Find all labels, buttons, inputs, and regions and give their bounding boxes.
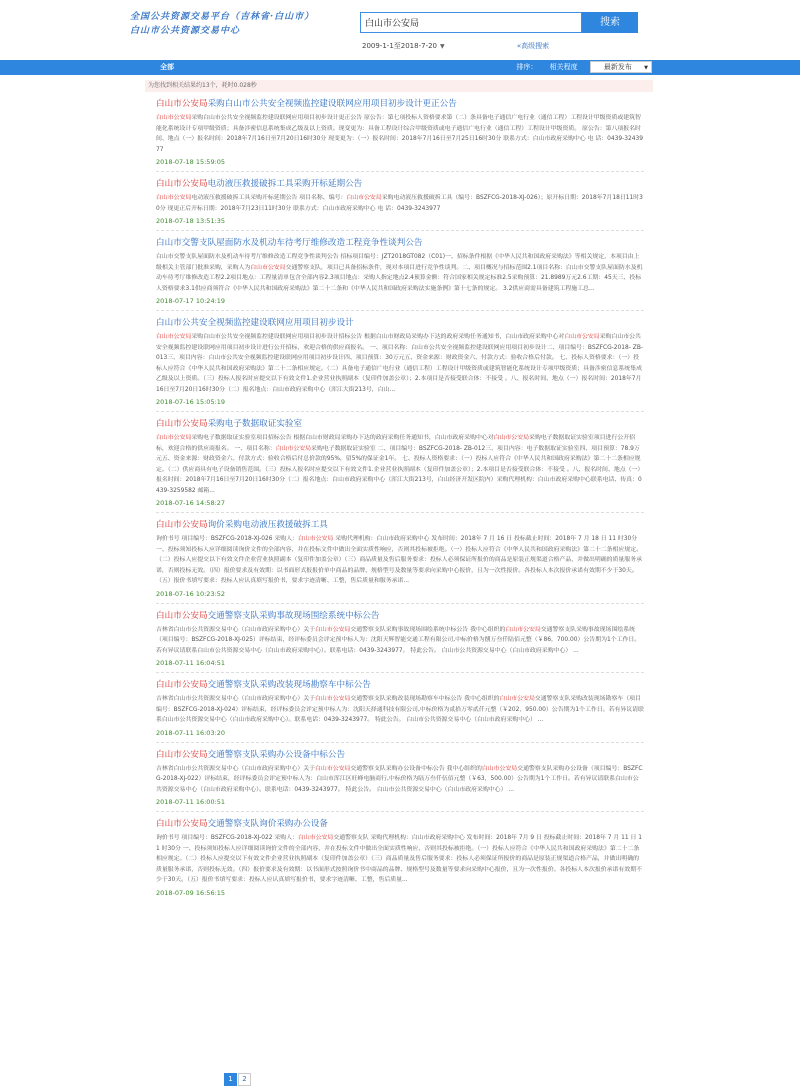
divider	[156, 603, 644, 604]
tab-all[interactable]: 全部	[160, 63, 174, 71]
logo-line-2: 白山市公共资源交易中心	[130, 26, 241, 36]
keyword-highlight: 白山市公安局	[156, 334, 192, 340]
result-snippet: 白山市公安局电动液压救援破拆工具采购开标延期公告 项目名称、编号：白山市公安局采购电动液压救援破拆工具（编号：BSZFCG-2018-XJ-026）；原开标日期：2018年7月18日11时30分 现更正后开标日期：2018年7月23日11时30分 联系方式：白山市政府采购中心 电 话：0439-3243977	[156, 195, 643, 212]
result-item	[156, 817, 644, 898]
keyword-highlight: 白山市公安局	[156, 520, 208, 530]
keyword-highlight: 白山市公安局	[275, 445, 312, 452]
keyword-highlight: 白山市公安局	[156, 680, 208, 690]
title-text: 白山市公安局交通警察支队询价采购办公设备	[156, 819, 328, 829]
divider	[156, 512, 644, 513]
result-date: 2018-07-09 16:56:15	[156, 888, 226, 897]
title-text: 白山市公共安全视频监控建设联网应用项目初步设计	[156, 318, 354, 328]
result-snippet: 白山市公安局采购电子数据取证实验室项目招标公告 根据白山市财政局采购办下达的政府采购任务通知书，白山市政府采购中心对白山市公安局采购电子数据取证实验室项目进行公开招标，欢迎合格的供应商报名。 一、项目名称：白山市公安局采购电子数据取证实验室 二、项目编号：BSZFCG-2018- ZB-012三、项目内容：电子数据取证实验室四、项目预算：78.9万元五、资金来源：财政资金六、付款方式：验收合格后付总价款的95%，留5%的保证金1年。 七、投标人资格要求：（一）投标人应符合《中华人民共和国政府采购法》第二十二条相应规定。（二）供应商具有电子设备销售范围。（三）投标人报名时应提交以下有效文件1.企业营业执照副本（复印件加盖公章）；2.本项目是否接受联合体：不接受 。八、报名时间、地点（一）报名时间：2018年7月16日至7月20日16时30分（二）报名地点：白山市政府采购中心（浑江大街213号，白山经济开发区院内）采购代理机构：白山市政府采购中心联系电话、传真：0439-3259582 邮箱...	[156, 435, 644, 494]
sort-relevance[interactable]: 相关程度	[549, 63, 578, 71]
date-range-select[interactable]	[362, 42, 445, 50]
keyword-highlight: 白山市公安局	[156, 419, 208, 429]
title-text: 采购电子数据取证实验室	[207, 419, 303, 429]
title-text: 询价采购电动液压救援破拆工具	[207, 520, 328, 530]
keyword-highlight: 白山市公安局	[156, 610, 208, 621]
result-title-link[interactable]	[156, 236, 644, 250]
keyword-highlight: 白山市公安局	[315, 765, 351, 772]
header	[0, 0, 800, 60]
result-date: 2018-07-18 13:51:35	[156, 217, 226, 225]
result-snippet: 询价书号 项目编号：BSZFCG-2018-XJ-026 采购人：白山市公安局 采购代理机构：白山市政府采购中心 发布时间：2018年 7 月 16 日 投标截止时间：2018年 7 月 18 日 11 时30分 一、投标须知投标人应详细阅读询价文件的全部内容，并在投标文件中做出全面实质性响应，否则其投标被拒绝。（一）投标人应符合《中华人民共和国政府采购法》第二十二条相应规定。（二）投标人应提交以下有效文件企业营业执照副本（复印件加盖公章）（三）商品质量及售后服务要求：投标人必须保证所报价的商品是原装正规渠道合格产品，并做出明确的质量服务承诺，否则投标无效。（四）报价要求及有效期：以书面形式报报价单中商品的品牌、规格型号及数量等要求向采购中心报价，且为一次性报价。各投标人本次报价承诺有效期不少于30天。（五）报价书填写要求：投标人应认真填写报价书，要求字迹清晰、工整，售后质量和服务承诺...	[156, 536, 642, 584]
result-count: 为您找到相关结果约13个，耗时0.028秒	[145, 80, 653, 92]
result-snippet: 白山市交警支队屋面防水及机动车待考厅维修改造工程竞争性谈判公告 招标项目编号：JZT2018GT082（C01)一、招标条件根据《中华人民共和国政府采购法》等相关规定，本项目由上级相关主管部门批准采购，采购人为白山市公安局交通警察支队，项目已具备招标条件，现对本项目进行竞争性谈判。二、项目概况与招标范围2.1项目名称：白山市交警支队屋面防水及机动车待考厅维修改造工程2.2项目地点：工程量清单包含全部内容2.3项目地点：采购人指定地点2.4预算金额：符合国家相关规定标准2.5采购预算：21.8989万元2.6工期：45天三、投标人资格要求3.1供应商须符合《中华人民共和国政府采购法》第二十二条和《中华人民共和国政府采购法实施条例》第十七条的规定。 3.2供应商需具备建筑工程施工总...	[156, 254, 643, 292]
chevron-down-icon: ▼	[440, 43, 445, 50]
result-item	[156, 236, 644, 311]
result-title-link[interactable]	[156, 817, 644, 831]
result-item	[156, 748, 644, 813]
advanced-search-link[interactable]: «高级搜索	[516, 42, 550, 50]
result-item	[156, 97, 644, 172]
keyword-highlight: 白山市公安局	[156, 179, 208, 189]
keyword-highlight: 白山市公安局	[315, 696, 351, 702]
keyword-highlight: 白山市公安局	[250, 264, 286, 271]
result-snippet: 白山市公安局采购白山市公共安全视频监控建设联网应用项目初步设计更正公告 原公告：第七项投标人资格要求第（二）条具备电子通信广电行业（通信工程）工程设计甲级资质或建筑智能化系统设计专项甲级资质；具备涉密信息系统集成乙级及以上资质。现变更为：具备工程设计综合甲级资质或电子通信广电行业（通信工程）工程设计甲级资质。 原公告：第八项报名时间、地点（一）报名时间：2018年7月16日至7月20日16时30分 现变更为：（一）报名时间：2018年7月16日至7月25日16时30分 联系方式：白山市政府采购中心 电 话：0439-3243977	[156, 115, 643, 153]
keyword-highlight: 白山市公安局	[297, 536, 334, 542]
divider	[156, 742, 644, 743]
result-snippet: 白山市公安局采购白山市公共安全视频监控建设联网应用项目初步设计招标公告 根据白山市财政局采购办下达的政府采购任务通知书，白山市政府采购中心对白山市公安局采购白山市公共安全视频监控建设联网应用项目初步设计进行公开招标，欢迎合格的供应商报名。 一、项目名称：白山市公共安全视频监控建设联网应用项目初步设计二、项目编号：BSZFCG-2018- ZB-013三、项目内容：白山市公共安全视频监控建设联网应用项目初步设计四、项目预算：30万元五、资金来源：财政资金六、付款方式：验收合格后付款。 七、投标人资格要求：（一）投标人应符合《中华人民共和国政府采购法》第二十二条相应规定。（二）具备电子通信广电行业（通信工程）工程设计甲级资质或建筑智能化系统设计专项甲级资质；具备涉密信息系统集成乙级及以上资质。（三）投标人报名时应提交以下有效文件1.企业营业执照副本（复印件加盖公章）；2.本项目是否接受联合体：不接受 。八、报名时间、地点（一）报名时间：2018年7月16日至7月20日16时30分（二）报名地点：白山市政府采购中心（浑江大街213号，白山...	[156, 334, 643, 393]
keyword-highlight: 白山市公安局	[156, 749, 208, 760]
divider	[156, 811, 644, 812]
search-options	[362, 41, 549, 51]
result-title-link[interactable]	[156, 609, 644, 623]
divider	[156, 171, 644, 172]
result-snippet: 吉林省白山市公共资源交易中心（白山市政府采购中心）关于白山市公安局交通警察支队采购办公设备中标公告 我中心组织的白山市公安局交通警察支队采购办公设备（项目编号：BSZFCG-2018-XJ-022）评标结束，经评标委员会评定预中标人为：白山市浑江区旺峰电脑商行,中标价格为陆万叁仟伍佰元整（￥63，500.00）公告期为1个工作日。若有异议请联系白山市公共资源交易中心（白山市政府采购中心）。联系电话：0439-3243977。 特此公告。 白山市公共资源交易中心（白山市政府采购中心） ...	[156, 765, 643, 793]
result-date: 2018-07-18 15:59:05	[156, 158, 226, 166]
pagination	[224, 1066, 252, 1086]
keyword-highlight: 白山市公安局	[156, 819, 208, 829]
title-text: 白山市公安局交通警察支队采购事故现场围绘系统中标公告	[156, 610, 380, 621]
divider	[156, 230, 644, 231]
logo-line-1: 全国公共资源交易平台（吉林省·白山市）	[130, 12, 315, 22]
sort-label: 排序：	[516, 63, 538, 71]
keyword-highlight: 白山市公安局	[346, 195, 382, 201]
result-date: 2018-07-11 16:03:20	[156, 728, 226, 737]
date-range-label: 2009-1-1至2018-7-20	[362, 42, 438, 50]
sort-latest-label: 最新发布	[603, 63, 632, 71]
page-2-button[interactable]: 2	[238, 1073, 251, 1086]
chevron-down-icon: ▼	[644, 65, 648, 71]
result-date: 2018-07-17 10:24:19	[156, 297, 226, 305]
results-list	[156, 97, 644, 898]
title-text: 白山市公安局交通警察支队采购改装现场勘察车中标公告	[156, 680, 371, 690]
result-item	[156, 609, 644, 674]
result-item	[156, 678, 644, 743]
sort-controls	[506, 60, 652, 76]
keyword-highlight: 白山市公安局	[499, 696, 535, 702]
keyword-highlight: 白山市公安局	[297, 835, 334, 841]
result-date: 2018-07-11 16:00:51	[156, 798, 226, 806]
result-date: 2018-07-16 14:58:27	[156, 499, 226, 507]
divider	[156, 672, 644, 673]
filter-bar	[0, 60, 800, 75]
result-date: 2018-07-11 16:04:51	[156, 659, 226, 667]
result-title-link[interactable]	[156, 316, 644, 330]
result-title-link[interactable]	[156, 678, 644, 692]
result-snippet: 吉林省白山市公共资源交易中心（白山市政府采购中心）关于白山市公安局交通警察支队采购事故现场围绘系统中标公告 我中心组织的白山市公安局交通警察支队采购事故现场围绘系统（项目编号：BSZFCG-2018-XJ-025）评标结束，经评标委员会评定预中标人为：沈阳天辉智能交通工程有限公司,中标价格为捌万叁仟陆佰元整（￥86，700.00）公告期为1个工作日。若有异议请联系白山市公共资源交易中心（白山市政府采购中心）。联系电话：0439-3243977。 特此公告。 白山市公共资源交易中心（白山市政府采购中心） ...	[156, 626, 641, 654]
result-title-link[interactable]	[156, 417, 644, 431]
title-text: 采购白山市公共安全视频监控建设联网应用项目初步设计更正公告	[207, 99, 457, 109]
title-text: 白山市公安局交通警察支队采购办公设备中标公告	[156, 749, 346, 760]
title-text: 白山市交警支队屋面防水及机动车待考厅维修改造工程竞争性谈判公告	[156, 238, 423, 248]
keyword-highlight: 白山市公安局	[564, 334, 600, 340]
keyword-highlight: 白山市公安局	[315, 626, 351, 633]
result-date: 2018-07-16 15:05:19	[156, 398, 226, 406]
search-button[interactable]: 搜索	[582, 12, 638, 33]
result-item	[156, 316, 644, 412]
result-title-link[interactable]	[156, 748, 644, 762]
result-title-link[interactable]	[156, 518, 644, 532]
keyword-highlight: 白山市公安局	[481, 765, 518, 772]
search-bar	[360, 12, 638, 33]
divider	[156, 411, 644, 412]
result-item	[156, 177, 644, 231]
keyword-highlight: 白山市公安局	[156, 115, 192, 121]
page-1-button[interactable]: 1	[224, 1073, 237, 1086]
keyword-highlight: 白山市公安局	[156, 195, 192, 201]
result-snippet: 询价书号 项目编号：BSZFCG-2018-XJ-022 采购人：白山市公安局交通警察支队 采购代理机构：白山市政府采购中心 发布时间：2018年 7月 9 日 投标截止时间：2018年 7 月 11 日 11 时30分 一、投标须知投标人应详细阅读询价文件的全部内容，并在投标文件中做出全面实质性响应，否则其投标被拒绝。（一）投标人应符合《中华人民共和国政府采购法》第二十二条相应规定。（二）投标人应提交以下有效文件企业营业执照副本（复印件加盖公章）（三）商品质量及售后服务要求：投标人必须保证所报价的商品是原装正规渠道合格产品，并做出明确的质量服务承诺，否则投标无效。（四）报价要求及有效期：以书面形式按照询价书中商品的品牌、规格型号及数量等要求向采购中心报价，且为一次性报价。各投标人本次报价承诺有效期不少于30天。（五）报价书填写要求：投标人应认真填写报价书，要求字迹清晰、工整，售后质量...	[156, 835, 643, 883]
keyword-highlight: 白山市公安局	[493, 435, 529, 441]
result-item	[156, 417, 644, 513]
keyword-highlight: 白山市公安局	[156, 99, 208, 109]
sort-latest-select[interactable]	[590, 61, 652, 73]
result-title-link[interactable]	[156, 97, 644, 111]
title-text: 电动液压救援破拆工具采购开标延期公告	[207, 179, 363, 189]
divider	[156, 310, 644, 311]
keyword-highlight: 白山市公安局	[505, 626, 541, 633]
site-logo[interactable]	[130, 10, 330, 38]
result-date: 2018-07-16 10:23:52	[156, 589, 226, 598]
result-title-link[interactable]	[156, 177, 644, 191]
keyword-highlight: 白山市公安局	[156, 435, 192, 441]
search-input[interactable]	[360, 12, 582, 33]
result-item	[156, 518, 644, 604]
result-snippet: 吉林省白山市公共资源交易中心（白山市政府采购中心）关于白山市公安局交通警察支队采购改装现场勘察车中标公告 我中心组织的白山市公安局交通警察支队采购改装现场勘察车（项目编号：BSZFCG-2018-XJ-024）评标结束，经评标委员会评定预中标人为：沈阳天择通科技有限公司,中标价格为贰拾万零贰仟元整（￥202，950.00）公告期为1个工作日。若有异议请联系白山市公共资源交易中心（白山市政府采购中心）。联系电话：0439-3243977。 特此公告。 白山市公共资源交易中心（白山市政府采购中心） ...	[156, 696, 644, 723]
